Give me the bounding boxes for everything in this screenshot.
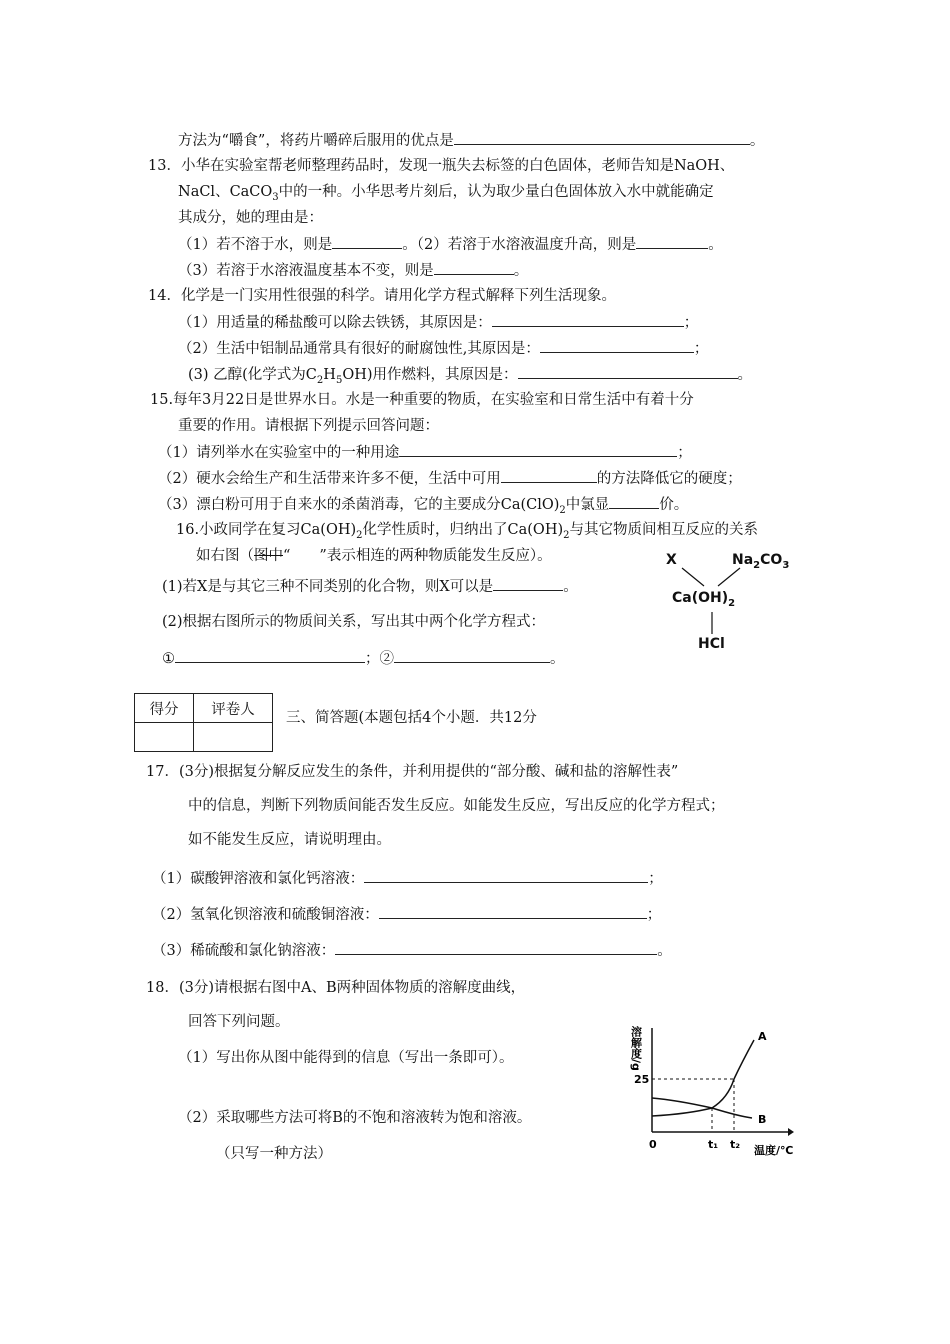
q12-text: 方法为“嚼食”，将药片嚼碎后服用的优点是: [178, 133, 454, 149]
q17-line1: 17．(3分)根据复分解反应发生的条件，并利用提供的“部分酸、碱和盐的溶解性表”: [146, 764, 679, 780]
answer-blank[interactable]: [493, 576, 563, 591]
text: （2）氢氧化钡溶液和硫酸铜溶液：: [152, 907, 379, 923]
answer-blank[interactable]: [175, 648, 365, 663]
text: （2）生活中铝制品通常具有很好的耐腐蚀性,其原因是：: [178, 341, 540, 357]
q16-line3: [162, 576, 578, 597]
punct: 。: [550, 651, 565, 667]
q14-line4: [188, 364, 752, 391]
text: 化学性质时，归纳出了Ca(OH): [362, 522, 564, 538]
y-axis-label: 溶解度/g: [629, 1026, 643, 1071]
text: (3) 乙醇(化学式为C: [188, 367, 317, 383]
struck-text: 图中: [254, 548, 283, 564]
q18-line3: （1）写出你从图中能得到的信息（写出一条即可）。: [178, 1050, 514, 1066]
text: （1）碳酸钾溶液和氯化钙溶液：: [152, 871, 365, 887]
q16-line4: (2)根据右图所示的物质间关系，写出其中两个化学方程式：: [162, 614, 546, 630]
q15-line2: 重要的作用。请根据下列提示回答问题：: [178, 418, 439, 434]
q16-line1: [176, 520, 758, 546]
q16-line5: [162, 648, 565, 669]
answer-blank[interactable]: [501, 468, 597, 483]
q15-line1: 15.每年3月22日是世界水日。水是一种重要的物质，在实验室和日常生活中有着十分: [150, 392, 694, 408]
answer-blank[interactable]: [332, 234, 402, 249]
punct: ；: [648, 871, 663, 887]
text: （1）若不溶于水，则是: [178, 237, 333, 253]
text: 如右图（: [196, 548, 254, 564]
q18-line1: 18．(3分)请根据右图中A、B两种固体物质的溶解度曲线，: [146, 980, 526, 996]
text: ；②: [365, 651, 394, 667]
answer-blank[interactable]: [609, 494, 659, 509]
text: 的方法降低它的硬度；: [596, 471, 742, 487]
q17-line5: [152, 904, 661, 925]
answer-blank[interactable]: [636, 234, 708, 249]
punct: 。: [513, 263, 529, 279]
text: 。（2）若溶于水溶液温度升高，则是: [402, 237, 637, 253]
q17-line4: [152, 868, 663, 889]
text: “ ”表示相连的两种物质能发生反应）。: [283, 548, 552, 564]
q13-line3: 其成分，她的理由是：: [178, 210, 323, 226]
q12-line: [178, 130, 764, 151]
q13-line5: [178, 260, 528, 281]
text: 价。: [659, 497, 689, 513]
answer-blank[interactable]: [335, 940, 657, 955]
text: （1）请列举水在实验室中的一种用途: [158, 445, 400, 461]
text: （2）硬水会给生产和生活带来许多不便，生活中可用: [158, 471, 501, 487]
punct: ；: [677, 445, 692, 461]
q16-line2: [196, 546, 552, 566]
grader-header: 评卷人: [194, 694, 273, 723]
text: Ca(OH): [672, 590, 729, 606]
q18-line5: （只写一种方法）: [216, 1146, 332, 1162]
text: 中的一种。小华思考片刻后，认为取少量白色固体放入水中就能确定: [278, 184, 714, 200]
series-a-label: A: [758, 1030, 767, 1043]
node-x: X: [666, 552, 677, 568]
text: （3）稀硫酸和氯化钠溶液：: [152, 943, 336, 959]
text: （3）漂白粉可用于自来水的杀菌消毒，它的主要成分Ca(ClO): [158, 497, 560, 513]
q13-line4: [178, 234, 723, 255]
answer-blank[interactable]: [492, 312, 684, 327]
text: OH)用作燃料，其原因是：: [342, 367, 518, 383]
q14-line1: 14．化学是一门实用性很强的科学。请用化学方程式解释下列生活现象。: [148, 288, 616, 304]
punct: 。: [657, 943, 672, 959]
subscript: 3: [272, 191, 279, 203]
grader-cell[interactable]: [194, 723, 273, 752]
node-ca-oh2: [672, 590, 735, 609]
text: CO: [760, 552, 783, 568]
subscript: 3: [782, 559, 790, 571]
punct: ；: [693, 341, 709, 357]
text: ①: [162, 651, 175, 667]
text: （3）若溶于水溶液温度基本不变，则是: [178, 263, 434, 279]
punct: 。: [563, 579, 578, 595]
origin-tick: 0: [649, 1138, 657, 1151]
answer-blank[interactable]: [518, 364, 738, 379]
subscript: 2: [356, 529, 363, 541]
q13-line2: [178, 182, 714, 208]
q15-line5: [158, 494, 688, 521]
answer-blank[interactable]: [454, 130, 750, 145]
subscript: 2: [728, 597, 736, 609]
answer-blank[interactable]: [399, 442, 677, 457]
x-axis-label: 温度/℃: [754, 1144, 794, 1157]
solubility-chart: [628, 1010, 808, 1160]
q13-line1: 13．小华在实验室帮老师整理药品时，发现一瓶失去标签的白色固体，老师告知是NaOH、: [148, 158, 735, 174]
answer-blank[interactable]: [540, 338, 694, 353]
q18-line4: （2）采取哪些方法可将B的不饱和溶液转为饱和溶液。: [178, 1110, 532, 1126]
score-cell[interactable]: [135, 723, 194, 752]
text: NaCl、CaCO: [178, 184, 273, 200]
subscript: 2: [316, 374, 324, 386]
answer-blank[interactable]: [394, 648, 550, 663]
q18-line2: 回答下列问题。: [188, 1014, 290, 1030]
q17-line2: 中的信息，判断下列物质间能否发生反应。如能发生反应，写出反应的化学方程式；: [188, 798, 725, 814]
q15-line4: [158, 468, 742, 489]
text: 16.小政同学在复习Ca(OH): [176, 522, 357, 538]
q17-line3: 如不能发生反应，请说明理由。: [188, 832, 391, 848]
text: 与其它物质间相互反应的关系: [569, 522, 758, 538]
subscript: 5: [335, 374, 343, 386]
answer-blank[interactable]: [379, 904, 647, 919]
curve-a: [652, 1040, 754, 1116]
q15-line3: [158, 442, 692, 463]
punct: ；: [683, 315, 699, 331]
subscript: 2: [753, 559, 761, 571]
q17-line6: [152, 940, 672, 961]
subscript: 2: [559, 504, 566, 516]
text: Na: [732, 552, 754, 568]
punct: 。: [749, 133, 765, 149]
punct: 。: [737, 367, 753, 383]
score-table: [134, 693, 273, 752]
text: 中氯显: [565, 497, 610, 513]
node-hcl: HCl: [698, 636, 725, 652]
q14-line3: [178, 338, 708, 359]
q14-line2: [178, 312, 698, 333]
punct: 。: [708, 237, 723, 253]
x-axis-arrow: [788, 1128, 794, 1136]
connector-line: [682, 568, 704, 586]
t2-tick: t₂: [730, 1138, 741, 1151]
text: （1）用适量的稀盐酸可以除去铁锈，其原因是：: [178, 315, 492, 331]
y-tick-25: 25: [634, 1073, 650, 1086]
text: (1)若X是与其它三种不同类别的化合物，则X可以是: [162, 579, 494, 595]
section-heading: 三、简答题(本题包括4个小题．共12分: [286, 710, 537, 726]
subscript: 2: [563, 529, 570, 541]
score-header: 得分: [135, 694, 194, 723]
node-na2co3: [732, 552, 789, 571]
text: H: [323, 367, 336, 383]
answer-blank[interactable]: [364, 868, 648, 883]
t1-tick: t₁: [708, 1138, 719, 1151]
series-b-label: B: [758, 1113, 767, 1126]
answer-blank[interactable]: [434, 260, 514, 275]
punct: ；: [646, 907, 662, 923]
